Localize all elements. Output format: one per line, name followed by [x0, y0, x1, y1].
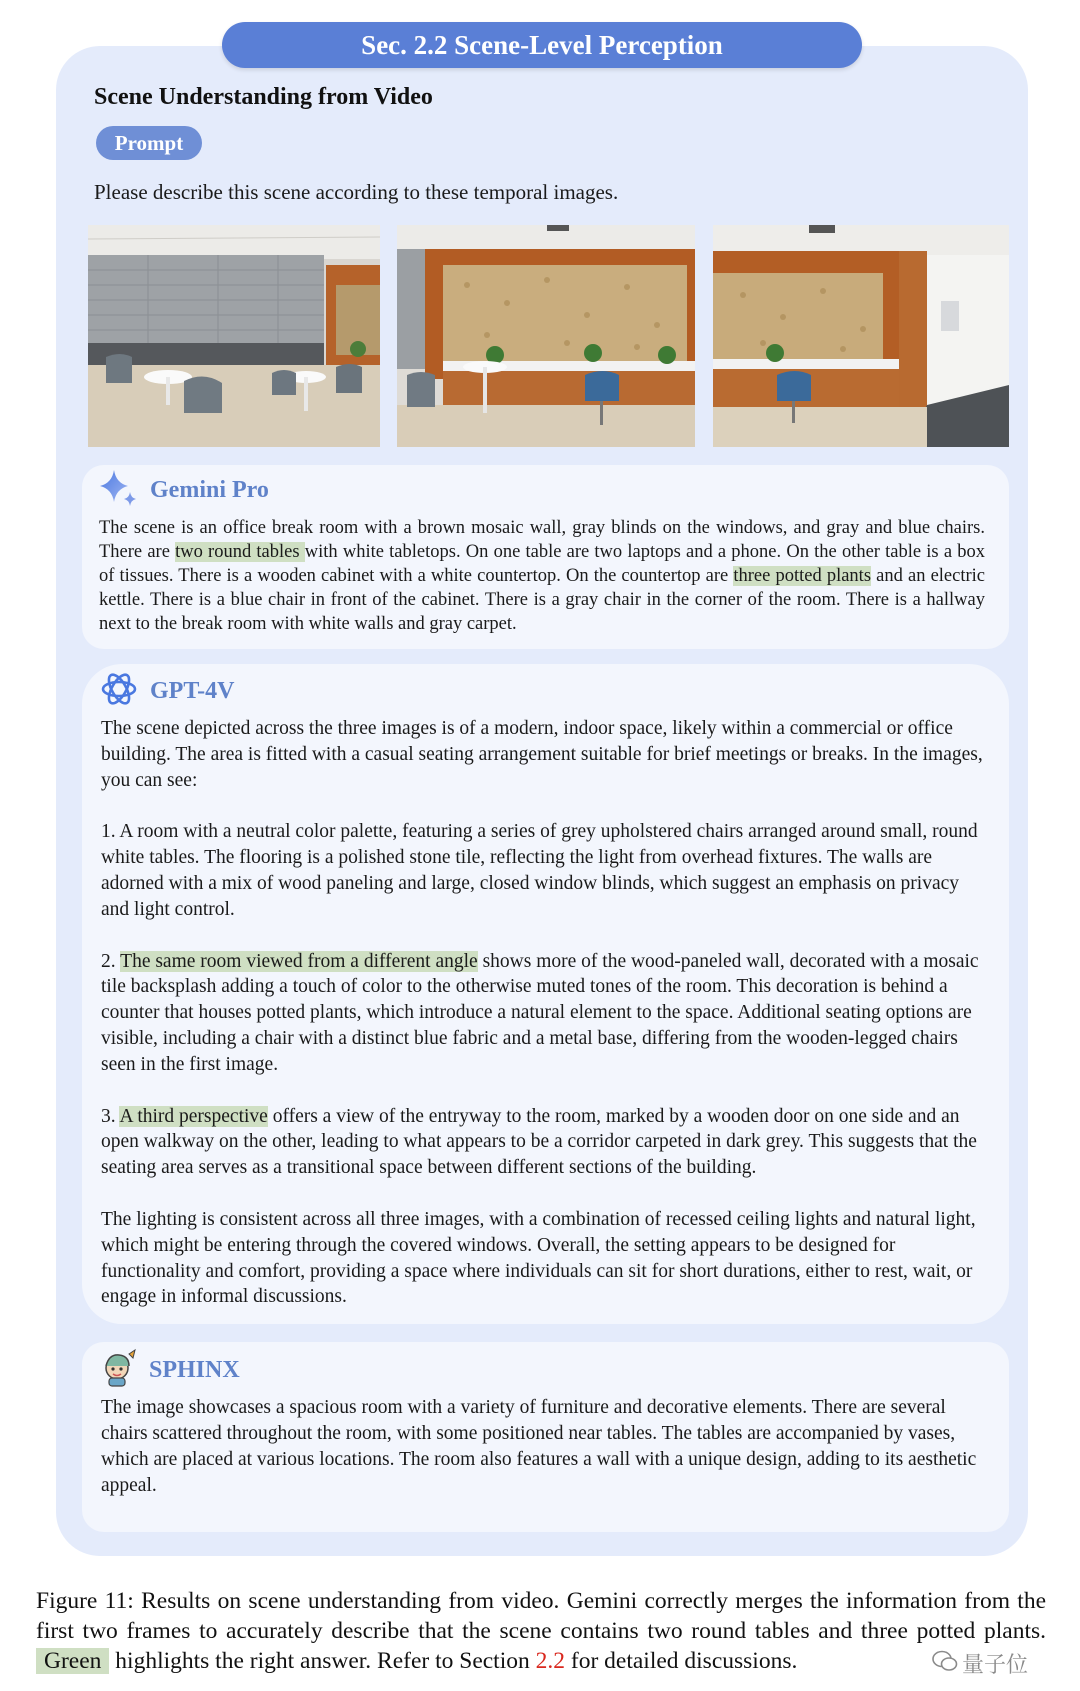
caption-green-label: Green [36, 1648, 109, 1674]
figure-caption [36, 1586, 1046, 1676]
gemini-text-3: and an electric kettle. There is a blue chair in front of the cabinet. There is a gray chair in the corner of the room. There is a hallway next to the break room with white walls and gray carpet. [99, 566, 985, 634]
gemini-highlight-plants: three potted plants [733, 566, 872, 586]
gpt4v-p3-body: shows more of the wood-paneled wall, decorated with a mosaic tile backsplash adding a touch of color to the otherwise muted tones of the room. This decoration is behind a counter that houses potted plants, which introduce a natural element to the space. Additional seating options are visible, including a chair with a distinct blue fabric and a metal base, differing from the wooden-legged chairs seen in the first image. [101, 950, 979, 1075]
sphinx-answer: The image showcases a spacious room with a variety of furniture and decorative elements. There are several chairs scattered throughout the room, with some positioned near tables. The tables are accompanied by vases, which are placed at various locations. The room also features a wall with a unique design, adding to its aesthetic appeal. [101, 1397, 977, 1496]
video-frame-2 [397, 225, 695, 447]
gemini-text-2: with white tabletops. On one table are two laptops and a phone. On the other table is a box of tissues. There is a wooden cabinet with a white countertop. On the countertop are [99, 542, 985, 586]
sphinx-header [99, 1348, 240, 1393]
video-frame-3 [713, 225, 1009, 447]
wechat-icon [932, 1650, 958, 1678]
gpt4v-p4-prefix: 3. [101, 1105, 120, 1127]
section-reference-link[interactable]: 2.2 [535, 1648, 565, 1674]
gpt4v-answer [101, 716, 991, 1310]
gemini-text-1: The scene is an office break room with a brown mosaic wall, gray blinds on the windows, and gray and blue chairs. There are [99, 518, 985, 562]
gpt4v-header [98, 668, 234, 715]
sphinx-model-name: SPHINX [149, 1357, 240, 1383]
gpt4v-p4-body: offers a view of the entryway to the room, marked by a wooden door on one side and an open walkway on the other, leading to what appears to be a corridor carpeted in dark grey. This suggests that the seating area serves as a transitional space between different sections of the building. [101, 1105, 977, 1179]
gpt4v-p3-prefix: 2. [101, 950, 121, 972]
openai-icon [98, 668, 140, 715]
section-title: Scene Understanding from Video [94, 84, 433, 110]
gemini-header [96, 466, 269, 515]
sparkle-icon [96, 466, 140, 515]
gpt4v-model-name: GPT-4V [150, 678, 235, 704]
caption-text-1: Figure 11: Results on scene understanding from video. Gemini correctly merges the information from the first two frames to accurately describe that the scene contains two round tables and three potted plants. [36, 1588, 1046, 1644]
video-frame-1 [88, 225, 380, 447]
gpt4v-paragraph-4 [101, 1104, 991, 1181]
gemini-model-name: Gemini Pro [150, 477, 269, 503]
gpt4v-highlight-third: A third perspective [119, 1105, 268, 1127]
section-header: Sec. 2.2 Scene-Level Perception [222, 22, 862, 68]
gpt4v-paragraph-5: The lighting is consistent across all three images, with a combination of recessed ceiling lights and natural light, which might be entering through the covered windows. Overall, the setting appears to be designed for functionality and comfort, providing a space where individuals can sit for short durations, either to rest, wait, or engage in informal discussions. [101, 1208, 976, 1308]
prompt-label: Prompt [96, 126, 202, 160]
caption-text-3: for detailed discussions. [565, 1648, 798, 1674]
gpt4v-paragraph-1: The scene depicted across the three images is of a modern, indoor space, likely within a commercial or office building. The area is fitted with a casual seating arrangement suitable for brief meetings or breaks. In the images, you can see: [101, 718, 983, 791]
sphinx-mascot-icon [99, 1348, 139, 1393]
watermark [932, 1648, 1028, 1679]
gpt4v-highlight-same-room: The same room viewed from a different angle [120, 950, 478, 972]
caption-text-2: highlights the right answer. Refer to Section [109, 1648, 536, 1674]
gemini-highlight-tables: two round tables [175, 542, 305, 562]
watermark-text: 量子位 [962, 1653, 1029, 1678]
gpt4v-paragraph-3 [101, 949, 991, 1078]
gemini-answer [99, 516, 985, 636]
prompt-text: Please describe this scene according to these temporal images. [94, 180, 619, 204]
gpt4v-paragraph-2: 1. A room with a neutral color palette, featuring a series of grey upholstered chairs arranged around small, round white tables. The flooring is a polished stone tile, reflecting the light from overhead fixtures. The walls are adorned with a mix of wood paneling and large, closed window blinds, which suggest an emphasis on privacy and light control. [101, 821, 978, 920]
